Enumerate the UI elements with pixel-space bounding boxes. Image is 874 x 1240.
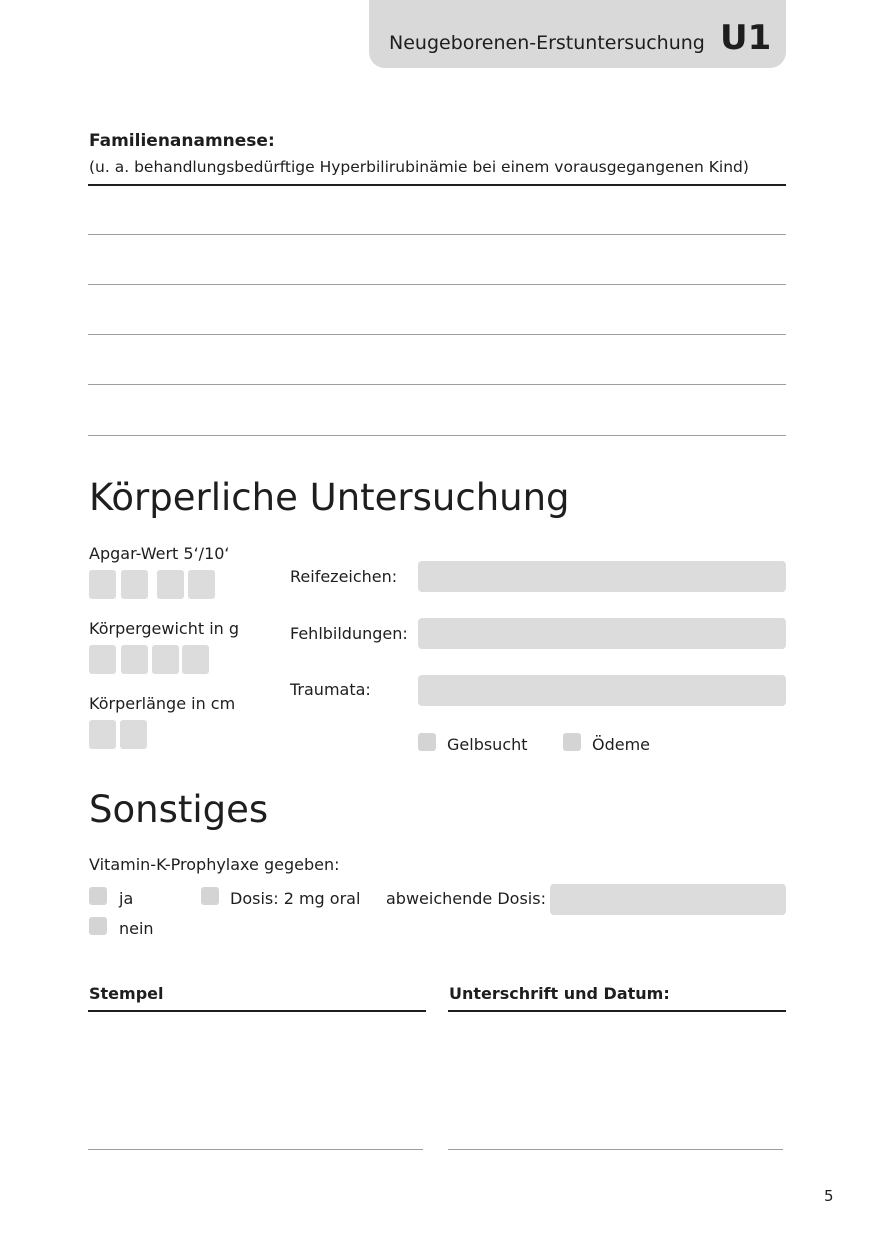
vitamin-k-no-checkbox[interactable]: [89, 917, 107, 935]
trauma-field[interactable]: [418, 675, 786, 706]
length-box-1[interactable]: [89, 720, 116, 749]
weight-box-1[interactable]: [89, 645, 116, 674]
weight-box-2[interactable]: [121, 645, 148, 674]
stamp-area-line[interactable]: [88, 1149, 423, 1150]
apgar-box-3[interactable]: [157, 570, 184, 599]
stamp-label: Stempel: [89, 984, 164, 1003]
writing-line-3[interactable]: [88, 334, 786, 335]
other-heading: Sonstiges: [89, 788, 269, 831]
apgar-box-2[interactable]: [121, 570, 148, 599]
weight-box-4[interactable]: [182, 645, 209, 674]
jaundice-label: Gelbsucht: [447, 735, 528, 754]
family-history-hint: (u. a. behandlungsbedürftige Hyperbilirubinämie bei einem vorausgegangenen Kind): [89, 158, 749, 176]
writing-line-1[interactable]: [88, 234, 786, 235]
header-code: U1: [720, 18, 772, 58]
exam-heading: Körperliche Untersuchung: [89, 476, 570, 519]
writing-line-2[interactable]: [88, 284, 786, 285]
maturity-field[interactable]: [418, 561, 786, 592]
weight-box-3[interactable]: [152, 645, 179, 674]
signature-area-line[interactable]: [448, 1149, 783, 1150]
dose-checkbox[interactable]: [201, 887, 219, 905]
stamp-underline: [88, 1010, 426, 1012]
trauma-label: Traumata:: [290, 680, 371, 699]
edema-label: Ödeme: [592, 735, 651, 754]
dose-label: Dosis: 2 mg oral: [230, 889, 361, 908]
vitamin-k-no-label: nein: [119, 919, 154, 938]
vitamin-k-yes-label: ja: [119, 889, 134, 908]
apgar-label: Apgar-Wert 5‘/10‘: [89, 544, 230, 563]
jaundice-checkbox[interactable]: [418, 733, 436, 751]
malformations-label: Fehlbildungen:: [290, 624, 408, 643]
vitamin-k-yes-checkbox[interactable]: [89, 887, 107, 905]
apgar-box-1[interactable]: [89, 570, 116, 599]
writing-line-4[interactable]: [88, 384, 786, 385]
signature-underline: [448, 1010, 786, 1012]
weight-label: Körpergewicht in g: [89, 619, 240, 638]
family-history-label: Familienanamnese:: [89, 131, 275, 151]
apgar-box-4[interactable]: [188, 570, 215, 599]
edema-checkbox[interactable]: [563, 733, 581, 751]
vitamin-k-label: Vitamin-K-Prophylaxe gegeben:: [89, 855, 340, 874]
writing-line-5[interactable]: [88, 435, 786, 436]
family-history-underline: [88, 184, 786, 186]
page-number: 5: [824, 1187, 834, 1205]
alt-dose-field[interactable]: [550, 884, 786, 915]
length-label: Körperlänge in cm: [89, 694, 236, 713]
header-title: Neugeborenen-Erstuntersuchung: [389, 32, 705, 54]
malformations-field[interactable]: [418, 618, 786, 649]
maturity-label: Reifezeichen:: [290, 567, 398, 586]
signature-label: Unterschrift und Datum:: [449, 984, 670, 1003]
length-box-2[interactable]: [120, 720, 147, 749]
alt-dose-label: abweichende Dosis:: [386, 889, 546, 908]
